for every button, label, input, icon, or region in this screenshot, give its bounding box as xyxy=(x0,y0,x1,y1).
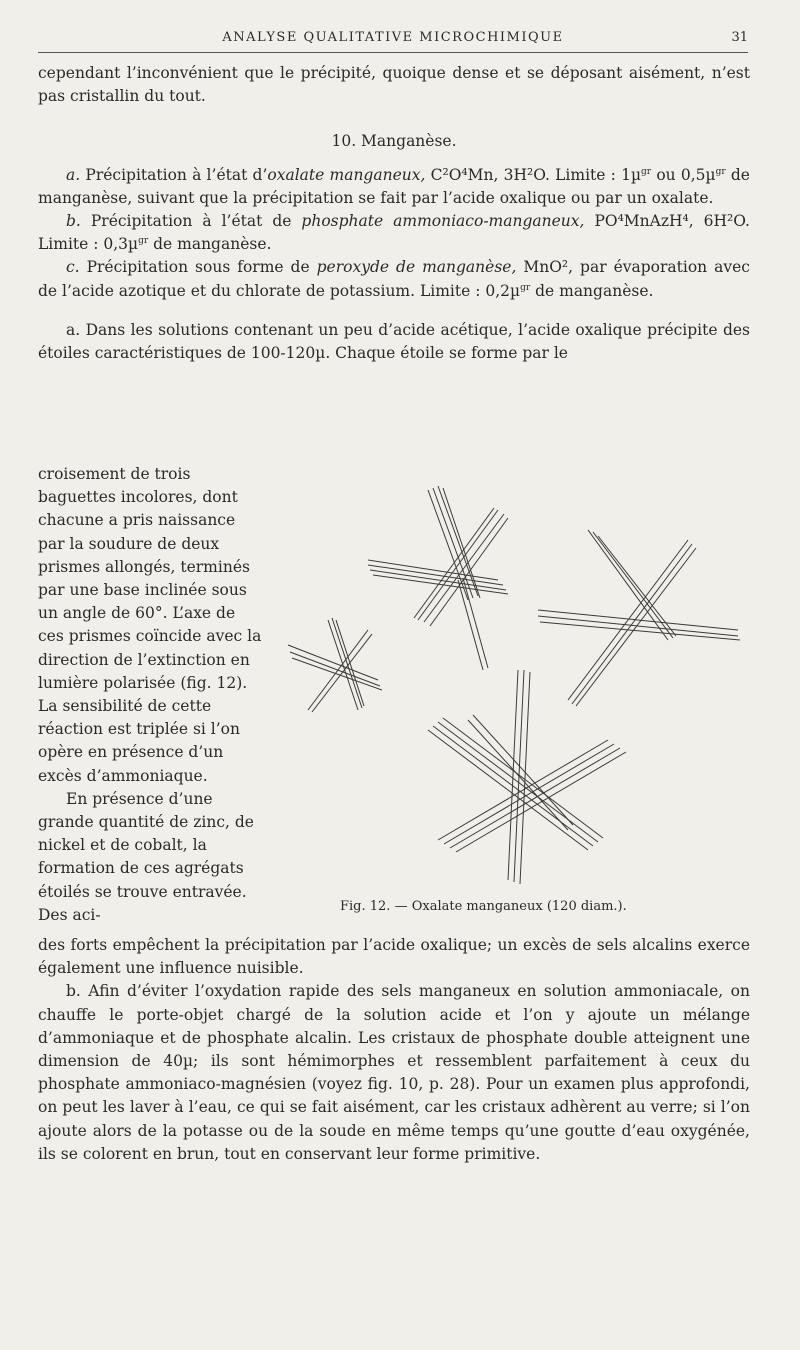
item-a-emphasis: oxalate manganeux, xyxy=(267,165,426,184)
para-a-intro: a. Dans les solutions contenant un peu d’acide acétique, l’acide oxalique précipite des étoiles caractéristiques de 100-120µ. Chaque étoile se forme par le xyxy=(38,320,750,363)
item-a-text2: C²O⁴Mn, 3H²O. Limite : 1µ xyxy=(425,165,642,184)
para-a-end: des forts empêchent la précipitation par l’acide oxalique; un excès de sels alcalins exerce également une influence nuisible. xyxy=(38,936,750,978)
running-header xyxy=(38,30,748,53)
crystal-star-4 xyxy=(428,670,626,884)
column-paragraph-1: croisement de trois baguettes incolores, dont chacune a pris naissance par la soudure de deux prismes allongés, terminés par une base inclinée sous un angle de 60°. L’axe de ces prismes coïncide avec la direction de l’extinction en lumière polarisée (fig. 12). La sensibilité de cette réaction est triplée si l’on opère en présence d’un excès d’ammoniaque. xyxy=(38,465,262,785)
item-c-label: c. xyxy=(66,258,80,277)
item-c-text2: MnO², par évaporation avec de l’acide azotique et du chlorate de potassium. Limite : 0,2µ xyxy=(38,258,750,300)
para-b: b. Afin d’éviter l’oxydation rapide des sels manganeux en solution ammoniacale, on chauffe le porte-objet chargé de la solution acide et l’on y ajoute un mélange d’ammoniaque et de phosphate alcalin. Les cristaux de phosphate double atteignent une dimension de 40µ; ils sont hémimorphes et ressemblent parfaitement à ceux du phosphate ammoniaco-magnésien (voyez fig. 10, p. 28). Pour un examen plus approfondi, on peut les laver à l’eau, ce qui se fait aisément, car les cristaux adhèrent au verre; si l’on ajoute alors de la potasse ou de la soude en même temps qu’une goutte d’eau oxygénée, ils se colorent en brun, tout en conservant leur forme primitive. xyxy=(38,982,750,1163)
item-c-text3: de manganèse. xyxy=(530,281,654,300)
wrapped-column xyxy=(38,463,264,927)
item-c-text1: Précipitation sous forme de xyxy=(79,258,317,277)
item-b-text2: PO⁴MnAzH⁴, 6H²O. Limite : 0,3µ xyxy=(38,212,750,254)
item-b-sup: gr xyxy=(138,236,149,247)
item-c-sup: gr xyxy=(520,282,531,293)
item-a-label: a. xyxy=(66,165,81,184)
item-b xyxy=(38,210,750,256)
item-a-sup2: gr xyxy=(715,166,726,177)
crystal-star-1 xyxy=(368,486,508,670)
item-b-emphasis: phosphate ammoniaco-manganeux, xyxy=(301,212,585,231)
section-title: 10. Manganèse. xyxy=(331,132,457,151)
figure-crystal-illustration xyxy=(268,470,748,890)
item-a-text3: ou 0,5µ xyxy=(651,165,716,184)
crystal-star-3 xyxy=(288,618,382,712)
item-c-emphasis: peroxyde de manganèse, xyxy=(316,258,517,277)
upper-text xyxy=(38,62,750,365)
item-b-text1: Précipitation à l’état de xyxy=(80,212,302,231)
item-c xyxy=(38,256,750,302)
item-a-text1: Précipitation à l’état d’ xyxy=(80,165,268,184)
top-paragraph: cependant l’inconvénient que le précipité, quoique dense et se déposant aisément, n’est pas cristallin du tout. xyxy=(38,64,750,106)
item-a-text4: de manganèse, suivant que la précipitation se fait par l’acide oxalique ou par un oxalate. xyxy=(38,165,750,207)
header-title: ANALYSE QUALITATIVE MICROCHIMIQUE xyxy=(222,30,564,45)
item-b-text3: de manganèse. xyxy=(148,235,272,254)
item-b-label: b. xyxy=(66,212,81,231)
column-paragraph-2: En présence d’une grande quantité de zinc, de nickel et de cobalt, la formation de ces agrégats étoilés se trouve entravée. Des aci- xyxy=(38,789,254,924)
item-a xyxy=(38,164,750,210)
crystal-star-2 xyxy=(538,530,740,706)
lower-text xyxy=(38,934,750,1166)
figure-caption: Fig. 12. — Oxalate manganeux (120 diam.). xyxy=(340,899,627,914)
page-number: 31 xyxy=(731,30,748,45)
item-a-sup: gr xyxy=(641,166,652,177)
